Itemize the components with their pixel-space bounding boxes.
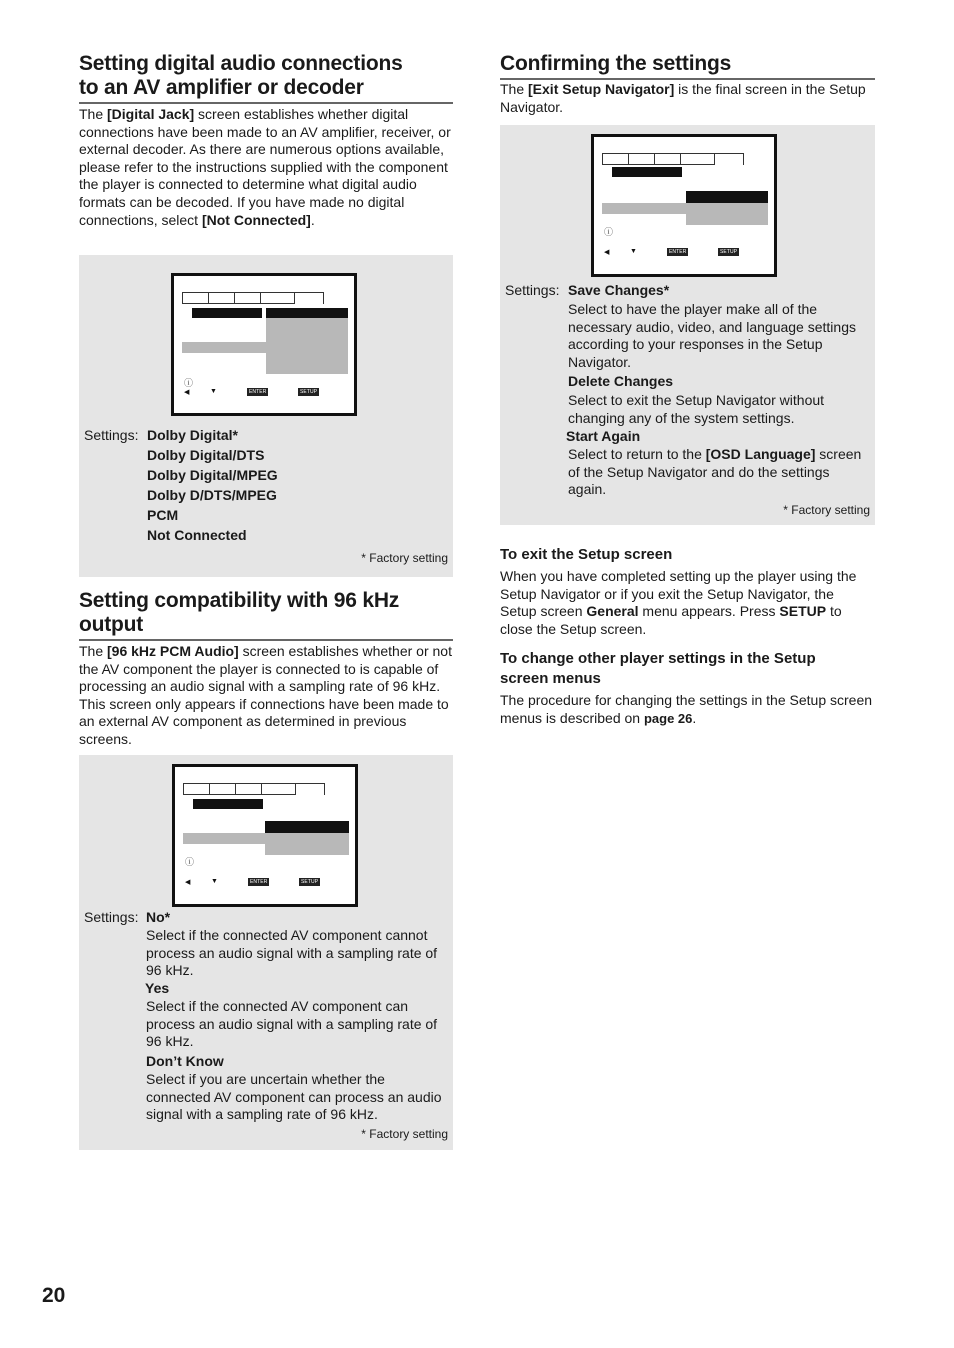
screen-tab [654, 153, 680, 165]
screen-tab [628, 153, 654, 165]
factory-setting-note: * Factory setting [783, 503, 870, 517]
osd-language-ref: [OSD Language] [705, 446, 816, 462]
text: The procedure for changing the settings in the Setup screen menus is described on [500, 692, 873, 726]
screen-tab [234, 292, 260, 304]
digital-jack-screen-illustration [171, 273, 357, 416]
digital-jack-ref: [Digital Jack] [107, 106, 195, 122]
settings-label: Settings: [84, 909, 139, 925]
screen-tab [182, 292, 208, 304]
text: . [310, 211, 315, 228]
screen-tab [602, 153, 628, 165]
screen-options-list [265, 833, 349, 855]
option-yes-description: Select if the connected AV component can process an audio signal with a sampling rate of 96 kHz. [146, 998, 438, 1050]
digital-jack-panel [79, 255, 453, 577]
text: When you have completed setting up the player using the Setup Navigator or if you exit the Setup Navigator, the Setup screen [500, 568, 857, 620]
option-no: No* [146, 909, 171, 925]
text: screen establishes whether or not the AV component the player is connected to is capable of processing an audio signal with a sampling rate of 96 kHz. This screen only appears if connections have been made to an external AV component as determined in previous screens. [79, 643, 452, 747]
down-arrow-icon: ▼ [630, 248, 637, 255]
screen-tab [680, 153, 714, 165]
screen-highlight-row [182, 342, 266, 353]
screen-tab [183, 783, 209, 795]
heading-line: Setting digital audio connections [79, 52, 403, 75]
enter-button-icon: ENTER [249, 389, 267, 395]
option-dont-know: Don’t Know [146, 1053, 224, 1069]
text: Select to return to the [568, 446, 706, 462]
96khz-screen-illustration [172, 764, 358, 907]
factory-setting-note: * Factory setting [361, 551, 448, 565]
down-arrow-icon: ▼ [211, 878, 218, 885]
heading-line: Confirming the settings [500, 52, 732, 75]
text: is the final screen in the Setup Navigator. [500, 81, 866, 115]
heading-digital-audio [79, 52, 453, 104]
exit-navigator-paragraph [500, 81, 870, 116]
option-yes: Yes [145, 980, 170, 996]
text: screen establishes whether digital connections have been made to an AV amplifier, receiver, or external decoder. As there are numerous options available, please refer to the instructions supplied with the component the player is connected to determine what digital audio formats can be decoded. If you have made no digital connections, select [79, 106, 451, 228]
heading-line: screen menus [500, 670, 601, 687]
settings-label: Settings: [505, 282, 560, 298]
change-settings-paragraph [500, 692, 872, 727]
screen-highlight-row [602, 203, 686, 214]
setup-button-icon: SETUP [300, 389, 318, 395]
info-icon: ⓘ [185, 857, 195, 867]
left-arrow-icon: ◀ [604, 249, 610, 256]
left-arrow-icon: ◀ [185, 879, 191, 886]
option-save-changes-description: Select to have the player make all of the necessary audio, video, and language settings according to your responses in the Setup Navigator. [568, 301, 856, 370]
general-menu-ref: General [586, 603, 639, 620]
screen-options-list [686, 203, 768, 225]
screen-tabs [602, 153, 744, 165]
enter-button-icon: ENTER [250, 879, 268, 885]
option-delete-changes: Delete Changes [568, 373, 674, 389]
option-not-connected: Not Connected [147, 527, 247, 543]
info-icon: ⓘ [604, 227, 614, 237]
digital-jack-paragraph [79, 106, 451, 229]
text: to close the Setup screen. [500, 603, 842, 637]
page-number: 20 [42, 1284, 66, 1307]
screen-tabs [183, 783, 325, 795]
screen-tabs [182, 292, 324, 304]
screen-selected-option [265, 821, 349, 833]
option-save-changes: Save Changes* [568, 282, 670, 298]
option-delete-changes-description: Select to exit the Setup Navigator without changing any of the system settings. [568, 392, 825, 426]
settings-label: Settings: [84, 427, 139, 443]
screen-tab [295, 783, 325, 795]
screen-tab [714, 153, 744, 165]
setup-button-icon: SETUP [720, 249, 738, 255]
factory-setting-note: * Factory setting [361, 1127, 448, 1141]
option-dolby-d-dts-mpeg: Dolby D/DTS/MPEG [147, 487, 277, 503]
heading-exit-setup: To exit the Setup screen [500, 546, 673, 563]
option-dolby-digital-mpeg: Dolby Digital/MPEG [147, 467, 278, 483]
screen-highlight-row [183, 833, 265, 844]
option-no-description: Select if the connected AV component cannot process an audio signal with a sampling rate of 96 kHz. [146, 927, 438, 979]
down-arrow-icon: ▼ [210, 388, 217, 395]
text: menu appears. Press [638, 603, 780, 620]
heading-line: to an AV amplifier or decoder [79, 76, 364, 99]
setup-key-ref: SETUP [779, 603, 827, 620]
option-start-again: Start Again [566, 428, 641, 444]
screen-tab [208, 292, 234, 304]
screen-tab [235, 783, 261, 795]
option-dolby-digital: Dolby Digital* [147, 427, 239, 443]
screen-title-bar [612, 167, 682, 177]
confirming-panel [500, 125, 875, 525]
screen-selected-option [266, 308, 348, 318]
heading-96khz [79, 589, 453, 641]
96khz-screen-ref: [96 kHz PCM Audio] [107, 643, 239, 659]
screen-tab [261, 783, 295, 795]
exit-setup-paragraph [500, 568, 872, 638]
option-dolby-digital-dts: Dolby Digital/DTS [147, 447, 265, 463]
text: The [79, 106, 108, 122]
text: . [692, 709, 697, 726]
heading-line: Setting compatibility with 96 kHz [79, 589, 400, 612]
96khz-panel [79, 755, 453, 1150]
left-arrow-icon: ◀ [184, 389, 190, 396]
text: The [500, 81, 529, 97]
screen-title-bar [192, 308, 262, 318]
heading-line: To change other player settings in the Setup [500, 650, 816, 667]
exit-navigator-ref: [Exit Setup Navigator] [528, 81, 675, 97]
screen-tab [294, 292, 324, 304]
exit-navigator-screen-illustration [591, 134, 777, 277]
heading-confirming [500, 52, 875, 80]
page-reference-link: page 26 [643, 710, 693, 726]
screen-tab [209, 783, 235, 795]
screen-selected-option [686, 191, 768, 203]
screen-title-bar [193, 799, 263, 809]
screen-tab [260, 292, 294, 304]
info-icon: ⓘ [184, 378, 194, 388]
96khz-paragraph [79, 643, 453, 749]
heading-line: output [79, 613, 144, 636]
not-connected-ref: [Not Connected] [201, 211, 311, 228]
text: The [79, 643, 108, 659]
option-pcm: PCM [147, 507, 179, 523]
option-start-again-description [568, 446, 868, 499]
text: screen of the Setup Navigator and do the settings again. [568, 446, 862, 498]
enter-button-icon: ENTER [669, 249, 687, 255]
screen-options-list [266, 318, 348, 374]
setup-button-icon: SETUP [301, 879, 319, 885]
option-dont-know-description: Select if you are uncertain whether the connected AV component can process an audio signal with a sampling rate of 96 kHz. [146, 1071, 442, 1123]
heading-change-settings [500, 649, 875, 689]
